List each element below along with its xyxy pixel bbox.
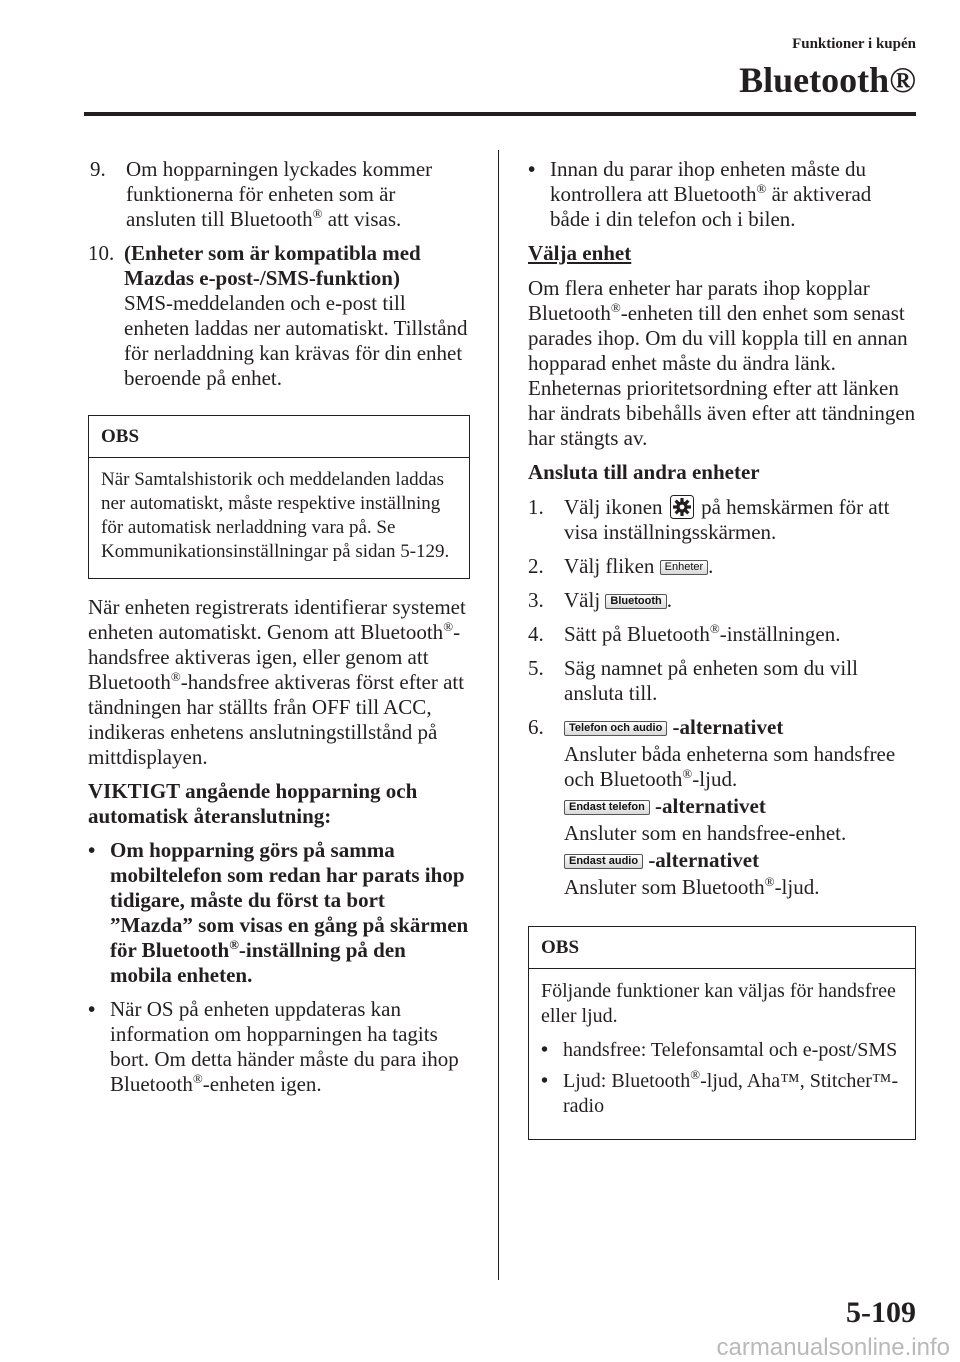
step-10: 10. (Enheter som är kompatibla med Mazdas e-post-/SMS-funktion) SMS-meddelanden och e-post till enheten laddas ner automatiskt. Tillstånd för nerladdning kan krävas för din enhet beroende på enhet. — [88, 241, 468, 390]
note-body: När Samtalshistorik och meddelanden laddas ner automatiskt, måste respektive inställning för automatisk nerladdning vara på. Se Kommunikationsinställningar på sidan 5-129. — [101, 469, 450, 562]
page-number: 5-109 — [846, 1296, 916, 1329]
left-column — [88, 157, 470, 1106]
phone-only-button: Endast telefon — [564, 800, 650, 815]
settings-gear-icon — [670, 495, 694, 519]
option-audio-only: Endast audio -alternativet — [564, 848, 916, 873]
pairing-bullet: • Innan du parar ihop enheten måste du kontrollera att Bluetooth® är aktiverad både i din telefon och i bilen. — [528, 157, 872, 231]
note-body: Följande funktioner kan väljas för handsfree eller ljud. — [541, 980, 896, 1027]
header-subtitle: Funktioner i kupén — [792, 36, 916, 52]
important-bullet-2: • När OS på enheten uppdateras kan information om hopparningen ha tagits bort. Om detta händer måste du para ihop Bluetooth®-enheten igen. — [88, 997, 459, 1096]
bluetooth-button: Bluetooth — [605, 594, 666, 609]
step-10-title: (Enheter som är kompatibla med Mazdas e-post-/SMS-funktion) — [124, 241, 421, 290]
section-heading-connect-other: Ansluta till andra enheter — [528, 460, 760, 484]
audio-only-button: Endast audio — [564, 854, 643, 869]
important-bullet-1: • Om hopparning görs på samma mobiltelefon som redan har parats ihop tidigare, måste du först ta bort ”Mazda” som visas en gång på skärmen för Bluetooth®-inställning på den mobila enheten. — [88, 838, 469, 987]
connect-step-2: 2. Välj fliken Enheter . — [528, 554, 714, 578]
connect-step-6: 6. Telefon och audio -alternativet Ansluter båda enheterna som handsfree och Bluetooth®-ljud. Endast telefon -alternativet Ansluter som en handsfree-enhet. Endast audio -alternativet Ansluter som Bluetooth®-ljud. — [528, 715, 916, 902]
connect-step-5: 5. Säg namnet på enheten som du vill ansluta till. — [528, 656, 858, 705]
phone-and-audio-button: Telefon och audio — [564, 721, 667, 736]
step-10-body: SMS-meddelanden och e-post till enheten laddas ner automatiskt. Tillstånd för nerladdning kan krävas för din enhet beroende på enhet. — [124, 291, 468, 390]
option-phone-only: Endast telefon -alternativet — [564, 794, 916, 819]
note-bullet-1: • handsfree: Telefonsamtal och e-post/SMS — [541, 1039, 898, 1061]
header-title: Bluetooth® — [739, 60, 916, 100]
registration-paragraph: När enheten registrerats identifierar systemet enheten automatiskt. Genom att Bluetooth®-handsfree aktiveras igen, eller genom att Bluetooth®-handsfree aktiveras först efter att tändningen har ställts från OFF till ACC, indikeras enhetens anslutningstillstånd på mittdisplayen. — [88, 595, 466, 769]
note-box-right — [528, 926, 916, 1140]
connect-step-4: 4. Sätt på Bluetooth®-inställningen. — [528, 621, 841, 646]
column-divider — [498, 150, 499, 1280]
note-bullet-2: • Ljud: Bluetooth®-ljud, Aha™, Stitcher™-radio — [541, 1067, 899, 1117]
devices-tab-button: Enheter — [660, 560, 709, 575]
step-9: 9. Om hopparningen lyckades kommer funktionerna för enheten som är ansluten till Bluetooth® att visas. — [90, 157, 433, 231]
section-heading-select-device: Välja enhet — [528, 241, 632, 265]
header-rule — [84, 112, 916, 116]
connect-step-1: 1. Välj ikonen på hemskärmen för att visa inställningsskärmen. — [528, 495, 890, 544]
watermark: carmanualsonline.info — [716, 1334, 950, 1361]
note-heading: OBS — [529, 927, 915, 969]
note-heading: OBS — [89, 416, 469, 458]
important-heading: VIKTIGT angående hopparning och automatisk återanslutning: — [88, 779, 418, 828]
note-box-left — [88, 415, 470, 579]
connect-step-3: 3. Välj Bluetooth . — [528, 588, 672, 612]
option-phone-and-audio: Telefon och audio -alternativet — [564, 715, 916, 740]
select-device-paragraph: Om flera enheter har parats ihop kopplar Bluetooth®-enheten till den enhet som senast parades ihop. Om du vill koppla till en annan hopparad enhet måste du ändra länk. Enheternas prioritetsordning efter att länken har ändrats bibehålls även efter att tändningen har stängts av. — [528, 276, 916, 450]
right-column — [528, 157, 916, 1156]
